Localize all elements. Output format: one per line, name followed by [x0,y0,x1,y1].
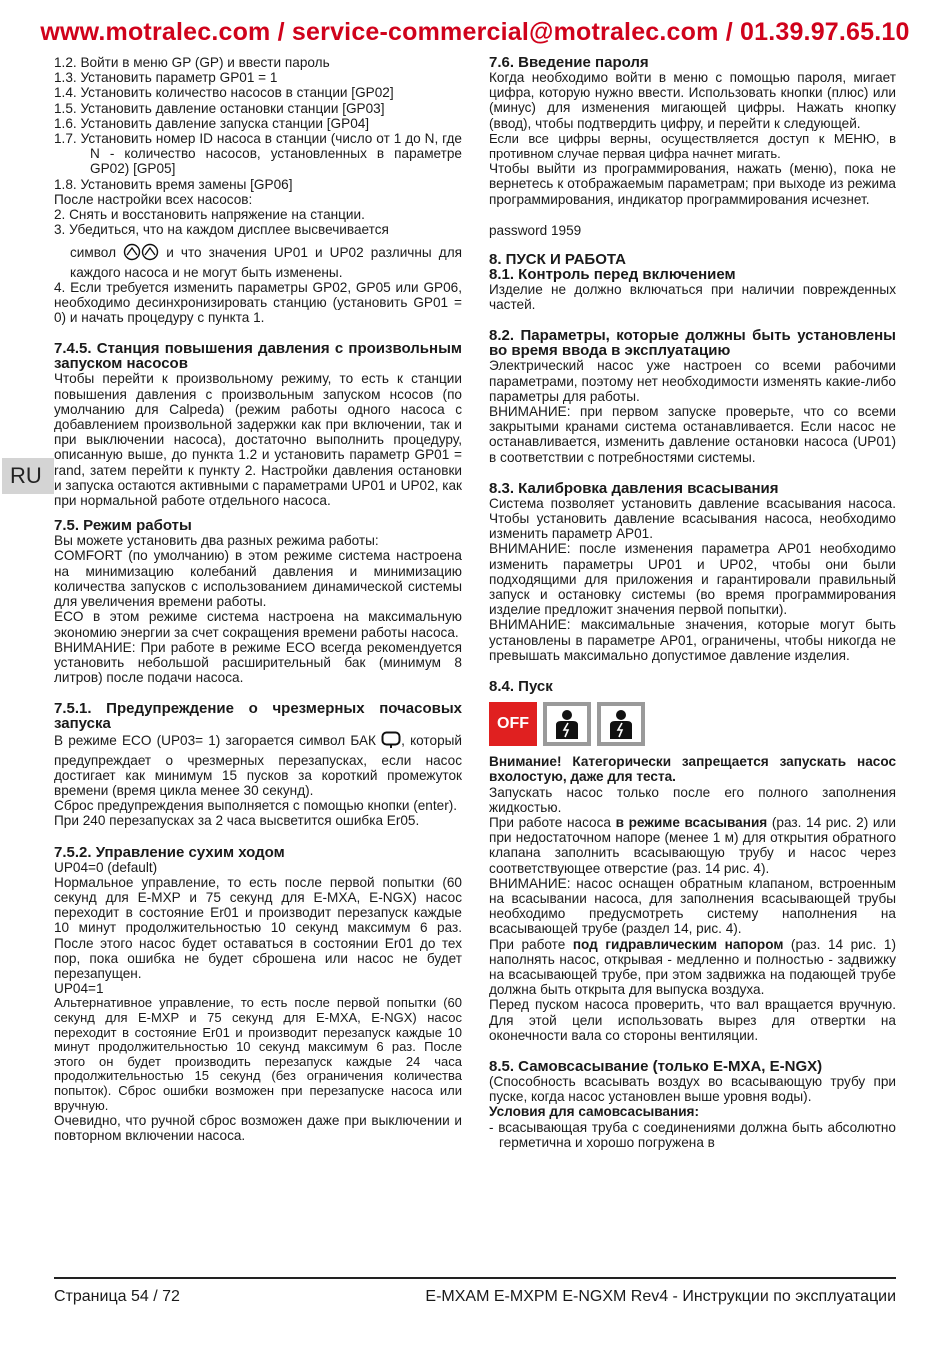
sync-pumps-icon [123,243,159,264]
list-item: 1.3. Установить параметр GP01 = 1 [54,70,278,86]
paragraph: COMFORT (по умолчанию) в этом режиме система настроена на минимизацию колебаний давления и минимизацию количества запусков с использованием динамической системы для увеличения времени работы. [54,548,462,610]
paragraph: Альтернативное управление, то есть после первой попытки (60 секунд для E-MXP и 75 секунд для E-MXA, E-NGX) насос переходит в состояние Er01 и производит перезапуск каждые 10 минут продолжительностью 10 секунд максимум 6 раз. После этого он будет производить перезапуск каждые 24 часа продолжительностью 15 секунд (без ограничения количества попыток). Сброс ошибки возможен при перезапуске насоса или вручную. [54,995,462,1113]
paragraph: 4. Если требуется изменить параметры GP02, GP05 или GP06, необходимо десинхронизировать станцию (установить GP01 = 0) и начать процедуру с пункта 1. [54,279,462,326]
paragraph: UP04=0 (default) [54,859,158,875]
document-title: E-MXAM E-MXPM E-NGXM Rev4 - Инструкции по эксплуатации [425,1288,896,1305]
list-item: 1.5. Установить давление остановки станции [GP03] [54,100,385,116]
left-column [54,55,462,1144]
section-title: 7.5.1. Предупреждение о чрезмерных почасовых запуска [54,700,462,733]
footer-divider [54,1277,896,1279]
paragraph: Сброс предупреждения выполняется с помощью кнопки (enter). [54,798,458,814]
section-title: 7.5.2. Управление сухим ходом [54,843,285,861]
text: При работе насоса [489,814,611,830]
paragraph: (Способность всасывать воздух во всасывающую трубу при пуске, когда насос установлен выше уровня воды). [489,1073,896,1105]
paragraph: ВНИМАНИЕ: после изменения параметра AP01 необходимо изменить параметры UP01 и UP02, чтобы они были подходящими для приложения и гарантировали правильный запуск и остановку системы (во время программирования изделие предложит значения первой попытки). [489,541,896,618]
text: В режиме ECO (UP03= 1) загорается символ БАК [54,733,376,749]
paragraph: ВНИМАНИЕ: при первом запуске проверьте, что со всеми закрытыми кранами система останавливается. Если насос не останавливается, изменить давление остановки насоса (UP01) в соответствии с потребностями системы. [489,404,896,465]
paragraph [54,731,462,798]
contact-banner: www.motralec.com / service-commercial@motralec.com / 01.39.97.65.10 [40,18,910,46]
section-title: 7.4.5. Станция повышения давления с произвольным запуском насосов [54,340,462,373]
paragraph: Когда необходимо войти в меню с помощью пароля, мигает цифра, которую нужно ввести. Использовать кнопки (плюс) или (минус) для изменения мигающей цифры. Нажать кнопку (ввод), чтобы подтвердить цифру, и перейти к следующей. [489,70,896,131]
tank-icon [381,731,401,752]
paragraph: При 240 перезапусках за 2 часа высветится ошибка Er05. [54,813,420,829]
text: (раз. 14 рис. 2) или при недостаточном напоре (менее 1 м) для открытия обратного клапана заполнить всасывающую трубу и насос через соответствующее отверстие (раз. 14 рис. 4). [489,814,897,876]
paragraph: После настройки всех насосов: [54,191,253,207]
paragraph: ВНИМАНИЕ: насос оснащен обратным клапаном, встроенным на всасывании насоса, для заполнения всасывающей трубы необходимо предусмотреть систему наполнения на всасывающей трубе (раздел 14, рис. 4). [489,875,896,937]
paragraph: Если все цифры верны, осуществляется доступ к МЕНЮ, в противном случае первая цифра начнет мигать. [489,130,896,162]
paragraph: Нормальное управление, то есть после первой попытки (60 секунд для E-MXP и 75 секунд для E-MXA, E-NGX) насос переходит в состояние Er01 и производит перезапуск каждые 10 минут продолжительностью 10 секунд максимум 6 раз. После этого насос будет оставаться в состоянии Er01 до тех пор, пока ошибка не будет сброшена или насос не будет перезапущен. [54,874,462,981]
paragraph [54,243,462,279]
section-title: 7.6. Введение пароля [489,54,649,71]
password-line: password 1959 [489,222,582,238]
subheading: Условия для самовсасывания: [489,1104,700,1120]
electrician-icon [543,702,591,746]
paragraph: ECO в этом режиме система настроена на максимальную экономию энергии за счет сокращения времени работы насоса. [54,609,462,640]
section-title: 8.1. Контроль перед включением [489,266,736,284]
emphasis: в режиме всасывания [615,814,768,830]
paragraph: ВНИМАНИЕ: При работе в режиме ECO всегда рекомендуется установить небольшой расширительный бак (минимум 8 литров) после подачи насоса. [54,639,462,686]
list-item: 1.7. Установить номер ID насоса в станции (число от 1 до N, где N - количество насосов, установленных в параметре GP02) [GP05] [54,131,462,177]
text: При работе [489,936,566,952]
paragraph: 2. Снять и восстановить напряжение на станции. [54,207,365,223]
paragraph: UP04=1 [54,981,104,997]
text: , который предупреждает о чрезмерных перезапусках, если насос достигает как минимум 15 пусков за короткий промежуток времени (время цикла менее 30 секунд). [54,733,462,798]
setup-steps [54,55,462,192]
off-icon: OFF [489,702,537,746]
paragraph: Система позволяет установить давление всасывания насоса. Чтобы установить давление всасывания насоса, необходимо изменить параметр AP01. [489,495,896,542]
text: и что значения UP01 и UP02 различны для каждого насоса и не могут быть изменены. [70,245,462,280]
text: (раз. 14 рис. 1) наполнять насос, открывая - медленно и полностью - задвижку на всасывающей трубе, при этом задвижка на подающей трубе должна быть открыта для выпуска воздуха. [489,936,896,998]
section-title: 8.5. Самовсасывание (только E-MXA, E-NGX) [489,1057,823,1075]
section-title: 8.3. Калибровка давления всасывания [489,479,779,497]
right-column [489,55,896,1150]
paragraph: Вы можете установить два разных режима работы: [54,533,379,549]
emphasis: под гидравлическим напором [572,936,784,952]
section-title: 8.4. Пуск [489,678,553,696]
paragraph: Запускать насос только после его полного заполнения жидкостью. [489,784,896,815]
text: символ [70,245,116,261]
paragraph: Чтобы перейти к произвольному режиму, то есть к станции повышения давления с произвольным запуском нсосов (по умолчанию для Calpeda) (режим работы одного насоса с добавлением произвольной задержки как при включении, так и при выключении насоса), достаточно выполнить процедуру, описанную выше, до пункта 1.2 и установить параметр GP01 = rand, затем перейти к пункту 2. Настройки давления остановки и запуска остаются активными с параметрами UP01 и UP02, как при нормальной работе отдельного насоса. [54,371,462,509]
list-item: 1.4. Установить количество насосов в станции [GP02] [54,85,394,101]
paragraph [489,937,896,998]
paragraph: ВНИМАНИЕ: максимальные значения, которые могут быть установлены в параметре AP01, ограничены, чтобы никогда не превышать максимально допустимое давление изделия. [489,617,896,663]
list-item: 1.2. Войти в меню GP (GP) и ввести пароль [54,55,330,70]
list-item: 1.8. Установить время замены [GP06] [54,176,293,192]
paragraph: Очевидно, что ручной сброс возможен даже при выключении и повторном включении насоса. [54,1113,462,1144]
page-number: Страница 54 / 72 [54,1288,180,1305]
section-title: 8. ПУСК И РАБОТА [489,251,626,269]
paragraph: Перед пуском насоса проверить, что вал вращается вручную. Для этой цели использовать вырез для отвертки на оконечности вала со стороны вентиляции. [489,997,896,1043]
warning-text: Внимание! Категорически запрещается запускать насос вхолостую, даже для теста. [489,754,896,785]
electrician-icon [597,702,645,746]
section-title: 8.2. Параметры, которые должны быть установлены во время ввода в эксплуатацию [489,327,896,360]
paragraph: Чтобы выйти из программирования, нажать (меню), пока не вернетесь к отображаемым параметрам; при выходе из режима программирования, индикатор программирования исчезнет. [489,161,896,207]
paragraph: - всасывающая труба с соединениями должна быть абсолютно герметична и хорошо погружена в [489,1119,896,1150]
section-title: 7.5. Режим работы [54,517,192,535]
paragraph: Изделие не должно включаться при наличии поврежденных частей. [489,282,896,313]
paragraph [489,815,896,876]
list-item: 1.6. Установить давление запуска станции [GP04] [54,115,370,131]
language-tab: RU [2,458,54,494]
paragraph: 3. Убедиться, что на каждом дисплее высвечивается [54,222,389,238]
safety-icons [489,702,896,746]
paragraph: Электрический насос уже настроен со всеми рабочими параметрами, поэтому нет необходимости изменять какие-либо параметры для работы. [489,358,896,404]
